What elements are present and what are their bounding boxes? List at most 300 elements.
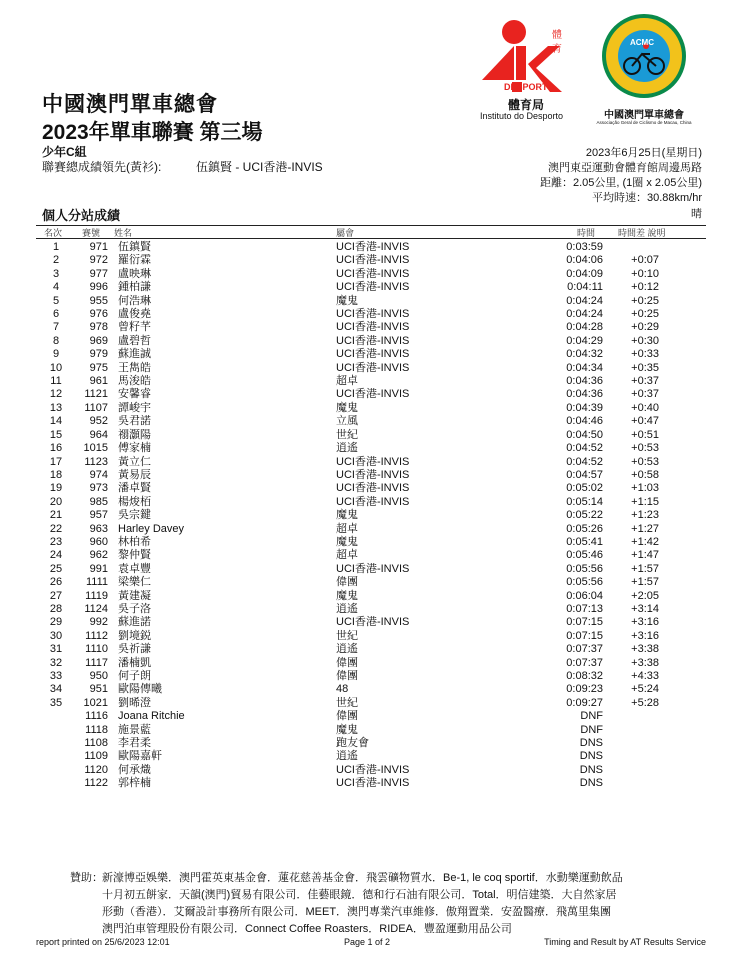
col-rank: 名次 <box>44 228 63 238</box>
col-bib: 賽號 <box>82 228 101 238</box>
cell-rank: 17 <box>49 455 63 468</box>
cell-diff: +0:37 <box>631 375 659 388</box>
cell-team: 超卓 <box>336 522 358 535</box>
cell-name: 吳君諾 <box>118 415 151 428</box>
cell-bib: 978 <box>89 321 108 334</box>
cell-time: 0:05:56 <box>566 562 603 575</box>
cell-rank: 29 <box>49 616 63 629</box>
cell-team: 逍遙 <box>336 442 358 455</box>
cell-diff <box>603 777 659 790</box>
cell-time: 0:05:14 <box>566 495 603 508</box>
cell-name: 馬浚皓 <box>118 375 151 388</box>
cell-time: DNS <box>579 777 603 790</box>
cell-time: 0:04:39 <box>566 401 603 414</box>
cell-bib: 952 <box>89 415 108 428</box>
cell-rank: 31 <box>49 643 63 656</box>
cell-name: Joana Ritchie <box>118 710 185 723</box>
table-row <box>36 697 659 710</box>
cell-team: 逍遙 <box>336 602 358 615</box>
cell-bib: 1110 <box>85 643 108 656</box>
cell-bib: 961 <box>89 375 108 388</box>
cell-bib: 1119 <box>85 589 108 602</box>
cell-team: 偉團 <box>336 576 358 589</box>
table-row <box>36 750 659 763</box>
col-diff: 時間差 說明 <box>618 228 666 238</box>
table-row <box>36 590 659 603</box>
cell-time: 0:04:28 <box>566 321 603 334</box>
cell-team: UCI香港-INVIS <box>336 348 410 361</box>
cell-team: 偉團 <box>336 670 358 682</box>
cell-name: 譚峻宇 <box>118 401 151 414</box>
cell-diff <box>603 737 659 750</box>
cell-time: 0:06:04 <box>566 589 603 602</box>
cell-rank: 4 <box>52 281 60 294</box>
sponsor-line: 新濠博亞娛樂．澳門霍英東基金會．蓮花慈善基金會．飛雲礦物質水．Be-1, le coq sportif．水動樂運動飲品 <box>102 872 623 884</box>
cell-bib: 955 <box>89 294 108 307</box>
cell-name: 鍾柏謙 <box>118 281 151 294</box>
cell-bib: 962 <box>89 549 108 562</box>
cell-diff: +3:14 <box>631 602 659 615</box>
cell-diff: +5:24 <box>631 683 659 696</box>
cell-name: 吳祈謙 <box>118 643 151 656</box>
cell-name: 蘇進誠 <box>118 348 151 361</box>
cell-team: 跑友會 <box>336 737 369 750</box>
table-row <box>36 321 659 334</box>
cell-name: Harley Davey <box>118 522 185 535</box>
cell-name: 黃立仁 <box>118 455 151 468</box>
cell-rank: 2 <box>52 254 60 267</box>
cell-team: 魔鬼 <box>336 723 358 736</box>
cell-bib: 973 <box>89 482 108 495</box>
cell-rank: 15 <box>49 428 63 441</box>
cell-team: 魔鬼 <box>336 401 358 414</box>
desporto-char2: 育 <box>552 44 562 55</box>
cell-time: 0:05:02 <box>566 482 603 495</box>
cell-team: UCI香港-INVIS <box>336 308 410 321</box>
desporto-name-pt: Instituto do Desporto <box>480 111 564 121</box>
acmc-name-pt: Associação Geral de Ciclismo de Macau, China <box>596 120 692 125</box>
cell-bib: 1121 <box>84 388 108 401</box>
cell-time: 0:05:41 <box>566 535 603 548</box>
cell-name: 伍鎮賢 <box>118 241 151 253</box>
cell-time: DNF <box>580 723 603 736</box>
cell-team: 世紀 <box>336 629 358 642</box>
cell-bib: 969 <box>89 334 108 347</box>
cell-team: 魔鬼 <box>336 589 358 602</box>
cell-name: 何子朗 <box>118 670 151 682</box>
cell-name: 羅衍霖 <box>118 254 151 267</box>
cell-rank: 22 <box>49 522 63 535</box>
cell-rank: 19 <box>49 482 63 495</box>
cell-team: UCI香港-INVIS <box>336 321 410 334</box>
cell-name: 吳宗鍵 <box>118 509 151 522</box>
table-row <box>36 536 659 549</box>
cell-team: UCI香港-INVIS <box>336 241 410 253</box>
cell-team: UCI香港-INVIS <box>336 455 410 468</box>
cell-bib: 1123 <box>84 455 108 468</box>
cell-rank: 24 <box>49 549 63 562</box>
cell-team: 48 <box>336 683 349 696</box>
acmc-emblem-icon <box>592 12 696 102</box>
cell-bib: 960 <box>89 535 108 548</box>
cell-name: 林柏希 <box>118 535 151 548</box>
cell-rank: 18 <box>49 468 63 481</box>
cell-diff <box>603 724 659 737</box>
category-label: 少年C組 <box>42 145 87 159</box>
cell-team: UCI香港-INVIS <box>336 388 410 401</box>
event-venue: 澳門東亞運動會體育館周邊馬路 <box>548 162 702 174</box>
cell-bib: 1118 <box>85 723 108 736</box>
cell-bib: 975 <box>89 361 108 374</box>
cell-diff: +0:47 <box>631 415 659 428</box>
footer-printed: report printed on 25/6/2023 12:01 <box>36 937 170 947</box>
cell-diff: +0:25 <box>631 294 659 307</box>
cell-diff <box>603 241 659 254</box>
cell-rank: 10 <box>49 361 63 374</box>
cell-time: 0:07:15 <box>566 629 603 642</box>
cell-diff: +0:33 <box>631 348 659 361</box>
cell-bib: 985 <box>89 495 108 508</box>
cell-time: DNF <box>580 710 603 723</box>
cell-time: 0:04:24 <box>566 294 603 307</box>
table-row <box>36 415 659 428</box>
cell-rank: 3 <box>52 267 60 280</box>
cell-rank: 23 <box>49 535 63 548</box>
cell-name: 蘇進諾 <box>118 616 151 629</box>
cell-time: 0:05:46 <box>566 549 603 562</box>
cell-bib: 950 <box>89 670 108 682</box>
section-title: 個人分站成績 <box>42 208 121 223</box>
cell-diff: +0:51 <box>631 428 659 441</box>
table-row <box>36 241 659 254</box>
cell-time: 0:04:46 <box>566 415 603 428</box>
cell-rank: 7 <box>52 321 60 334</box>
cell-name: 袁卓豐 <box>118 562 151 575</box>
cell-diff <box>603 710 659 723</box>
cell-diff: +1:27 <box>631 522 659 535</box>
cell-bib: 1111 <box>85 576 108 589</box>
cell-rank: 11 <box>50 375 62 388</box>
cell-time: 0:05:56 <box>566 576 603 589</box>
cell-name: 吳子洛 <box>118 602 151 615</box>
acmc-logo <box>592 12 696 130</box>
cell-team: 立風 <box>336 415 358 428</box>
cell-bib: 1120 <box>84 763 108 776</box>
desporto-word: DESPORTO <box>504 82 555 92</box>
cell-bib: 1122 <box>84 777 108 790</box>
cell-team: UCI香港-INVIS <box>336 763 410 776</box>
cell-name: 曾籽芊 <box>118 321 151 334</box>
cell-name: 何浩琳 <box>118 294 151 307</box>
cell-time: 0:07:37 <box>566 643 603 656</box>
cell-bib: 979 <box>89 348 108 361</box>
cell-diff: +0:37 <box>631 388 659 401</box>
cell-name: 楊焌栢 <box>118 495 151 508</box>
table-row <box>36 603 659 616</box>
cell-bib: 971 <box>89 241 108 253</box>
col-time: 時間 <box>577 228 596 238</box>
acmc-abbr: ACMC <box>630 38 654 47</box>
table-row <box>36 308 659 321</box>
table-row <box>36 549 659 562</box>
table-row <box>36 442 659 455</box>
cell-team: UCI香港-INVIS <box>336 361 410 374</box>
cell-bib: 992 <box>89 616 108 629</box>
table-row <box>36 348 659 361</box>
cell-team: UCI香港-INVIS <box>336 777 410 790</box>
acmc-name-zh: 中國澳門單車總會 <box>604 110 684 121</box>
cell-name: 郭梓楠 <box>118 777 151 790</box>
cell-rank <box>36 750 76 763</box>
cell-time: DNS <box>579 750 603 763</box>
table-row <box>36 362 659 375</box>
cell-diff: +1:57 <box>631 576 659 589</box>
table-row <box>36 764 659 777</box>
cell-bib: 1108 <box>84 737 108 750</box>
cell-time: DNS <box>579 763 603 776</box>
cell-time: 0:04:32 <box>566 348 603 361</box>
cell-rank: 14 <box>49 415 63 428</box>
cell-rank: 28 <box>49 602 63 615</box>
cell-name: 何承熾 <box>118 763 151 776</box>
cell-team: UCI香港-INVIS <box>336 482 410 495</box>
cell-name: 施景藍 <box>118 723 151 736</box>
cell-rank: 30 <box>49 629 63 642</box>
cell-diff: +1:15 <box>631 495 659 508</box>
cell-rank: 26 <box>49 576 63 589</box>
cell-time: 0:09:23 <box>566 683 603 696</box>
event-title: 2023年單車聯賽 第三場 <box>42 121 263 144</box>
cell-rank: 21 <box>49 509 63 522</box>
results-table <box>36 241 659 791</box>
cell-name: 盧映琳 <box>118 267 151 280</box>
cell-rank: 9 <box>52 348 60 361</box>
cell-time: 0:04:36 <box>566 375 603 388</box>
cell-time: 0:07:13 <box>566 602 603 615</box>
cell-bib: 996 <box>89 281 108 294</box>
table-row <box>36 710 659 723</box>
cell-team: UCI香港-INVIS <box>336 267 410 280</box>
footer-page: Page 1 of 2 <box>344 937 391 947</box>
cell-name: 傅家楠 <box>118 442 151 455</box>
cell-bib: 1021 <box>83 696 108 709</box>
cell-diff: +1:03 <box>631 482 659 495</box>
cell-team: 魔鬼 <box>336 535 358 548</box>
cell-name: 李君柔 <box>118 737 151 750</box>
table-row <box>36 268 659 281</box>
header-rule-top <box>36 225 706 226</box>
cell-rank: 13 <box>49 401 63 414</box>
cell-name: 潘楠凱 <box>118 656 151 669</box>
cell-diff: +1:42 <box>631 535 659 548</box>
cell-rank <box>36 737 76 750</box>
sponsor-line: 澳門泊車管理股份有限公司．Connect Coffee Roasters．RIDEA．豐盈運動用品公司 <box>102 923 512 935</box>
cell-diff: +0:30 <box>631 334 659 347</box>
table-row <box>36 616 659 629</box>
table-row <box>36 657 659 670</box>
event-weather: 晴 <box>691 208 702 220</box>
table-row <box>36 724 659 737</box>
cell-rank: 25 <box>49 562 63 575</box>
cell-time: 0:04:57 <box>566 468 603 481</box>
cell-team: 世紀 <box>336 696 358 709</box>
table-row <box>36 335 659 348</box>
cell-team: 偉團 <box>336 710 358 723</box>
cell-diff: +1:57 <box>631 562 659 575</box>
sponsor-line: 十月初五餅家．天韻(澳門)貿易有限公司．佳藝眼鏡．德和行石油有限公司．Total．明信建築．大自然家居 <box>102 889 617 901</box>
cell-rank <box>36 724 76 737</box>
table-row <box>36 737 659 750</box>
cell-team: UCI香港-INVIS <box>336 468 410 481</box>
cell-name: 潘卓賢 <box>118 482 151 495</box>
table-row <box>36 563 659 576</box>
cell-time: 0:04:11 <box>567 281 603 294</box>
col-team: 屬會 <box>336 228 355 238</box>
table-row <box>36 630 659 643</box>
cell-name: 歐陽嘉軒 <box>118 750 162 763</box>
cell-rank: 5 <box>52 294 60 307</box>
cell-rank: 27 <box>49 589 63 602</box>
cell-team: UCI香港-INVIS <box>336 281 410 294</box>
cell-bib: 964 <box>89 428 108 441</box>
cell-team: UCI香港-INVIS <box>336 616 410 629</box>
cell-time: DNS <box>579 737 603 750</box>
cell-bib: 976 <box>89 308 108 321</box>
cell-bib: 1124 <box>84 602 108 615</box>
cell-time: 0:05:22 <box>566 509 603 522</box>
table-row <box>36 576 659 589</box>
cell-rank <box>36 777 76 790</box>
cell-name: 劉晞澄 <box>118 696 151 709</box>
cell-time: 0:04:36 <box>566 388 603 401</box>
cell-rank <box>36 710 76 723</box>
cell-team: UCI香港-INVIS <box>336 562 410 575</box>
sponsor-line: 形動（香港）．艾爾設計事務所有限公司．MEET．澳門專業汽車維修．傲翔置業．安盈醫療．飛萬里集團 <box>102 906 612 918</box>
cell-team: UCI香港-INVIS <box>336 495 410 508</box>
cell-rank: 33 <box>49 670 63 682</box>
cell-name: 盧碧哲 <box>118 334 151 347</box>
cell-team: UCI香港-INVIS <box>336 254 410 267</box>
cell-diff <box>603 764 659 777</box>
cell-name: 禤灝陽 <box>118 428 151 441</box>
cell-team: 逍遙 <box>336 643 358 656</box>
cell-diff: +0:53 <box>631 442 659 455</box>
cell-bib: 1117 <box>85 656 108 669</box>
cell-bib: 957 <box>89 509 108 522</box>
cell-rank: 1 <box>52 241 60 253</box>
cell-name: 黃易辰 <box>118 468 151 481</box>
cell-diff: +0:53 <box>631 455 659 468</box>
table-row <box>36 482 659 495</box>
sponsors-block <box>70 870 710 938</box>
cell-bib: 951 <box>89 683 108 696</box>
cell-diff: +0:29 <box>631 321 659 334</box>
cell-time: 0:04:29 <box>566 334 603 347</box>
cell-rank: 32 <box>49 656 63 669</box>
desporto-char1: 體 <box>552 30 562 41</box>
cell-bib: 972 <box>89 254 108 267</box>
cell-diff <box>603 750 659 763</box>
cell-diff: +4:33 <box>631 670 659 682</box>
cell-rank: 8 <box>52 334 60 347</box>
cell-diff: +3:16 <box>631 616 659 629</box>
cell-diff: +5:28 <box>631 696 659 709</box>
cell-time: 0:07:15 <box>566 616 603 629</box>
cell-diff: +1:23 <box>631 509 659 522</box>
table-row <box>36 643 659 656</box>
cell-team: 魔鬼 <box>336 294 358 307</box>
cell-time: 0:05:26 <box>566 522 603 535</box>
cell-rank: 34 <box>49 683 63 696</box>
table-row <box>36 375 659 388</box>
table-row <box>36 429 659 442</box>
cell-time: 0:04:06 <box>566 254 603 267</box>
cell-rank: 12 <box>49 388 63 401</box>
cell-bib: 977 <box>89 267 108 280</box>
table-row <box>36 254 659 267</box>
cell-time: 0:04:50 <box>566 428 603 441</box>
cell-diff: +0:10 <box>631 267 659 280</box>
cell-bib: 1109 <box>84 750 108 763</box>
table-row <box>36 670 659 683</box>
cell-name: 安馨睿 <box>118 388 151 401</box>
cell-rank <box>36 764 76 777</box>
cell-name: 梁樂仁 <box>118 576 151 589</box>
cell-name: 歐陽傳曦 <box>118 683 162 696</box>
page-title: 中國澳門單車總會 <box>42 93 218 116</box>
cell-diff: +2:05 <box>631 589 659 602</box>
cell-team: 逍遙 <box>336 750 358 763</box>
cell-team: 偉團 <box>336 656 358 669</box>
table-row <box>36 295 659 308</box>
cell-diff: +0:40 <box>631 401 659 414</box>
event-avg-speed: 平均時速：30.88km/hr <box>591 192 702 204</box>
cell-team: 超卓 <box>336 375 358 388</box>
table-row <box>36 402 659 415</box>
cell-time: 0:04:34 <box>566 361 603 374</box>
table-row <box>36 388 659 401</box>
cell-bib: 1116 <box>85 710 108 723</box>
cell-time: 0:09:27 <box>566 696 603 709</box>
table-row <box>36 777 659 790</box>
table-row <box>36 456 659 469</box>
cell-diff: +0:25 <box>631 308 659 321</box>
cell-time: 0:07:37 <box>566 656 603 669</box>
cell-rank: 6 <box>52 308 60 321</box>
table-row <box>36 683 659 696</box>
cell-diff: +0:12 <box>631 281 659 294</box>
cell-rank: 16 <box>49 442 63 455</box>
cell-team: 世紀 <box>336 428 358 441</box>
cell-bib: 974 <box>89 468 108 481</box>
cell-diff: +0:58 <box>631 468 659 481</box>
table-row <box>36 469 659 482</box>
results-body <box>36 241 659 791</box>
desporto-logo <box>474 12 574 124</box>
cell-time: 0:04:24 <box>566 308 603 321</box>
event-date: 2023年6月25日(星期日) <box>585 147 702 159</box>
desporto-name-zh: 體育局 <box>508 98 545 112</box>
footer-timing: Timing and Result by AT Results Service <box>544 937 706 947</box>
cell-team: 超卓 <box>336 549 358 562</box>
table-row <box>36 281 659 294</box>
table-row <box>36 523 659 536</box>
cell-bib: 1112 <box>85 629 108 642</box>
cell-bib: 963 <box>89 522 108 535</box>
cell-team: 魔鬼 <box>336 509 358 522</box>
header-rule-bottom <box>36 238 706 239</box>
cell-name: 盧俊堯 <box>118 308 151 321</box>
